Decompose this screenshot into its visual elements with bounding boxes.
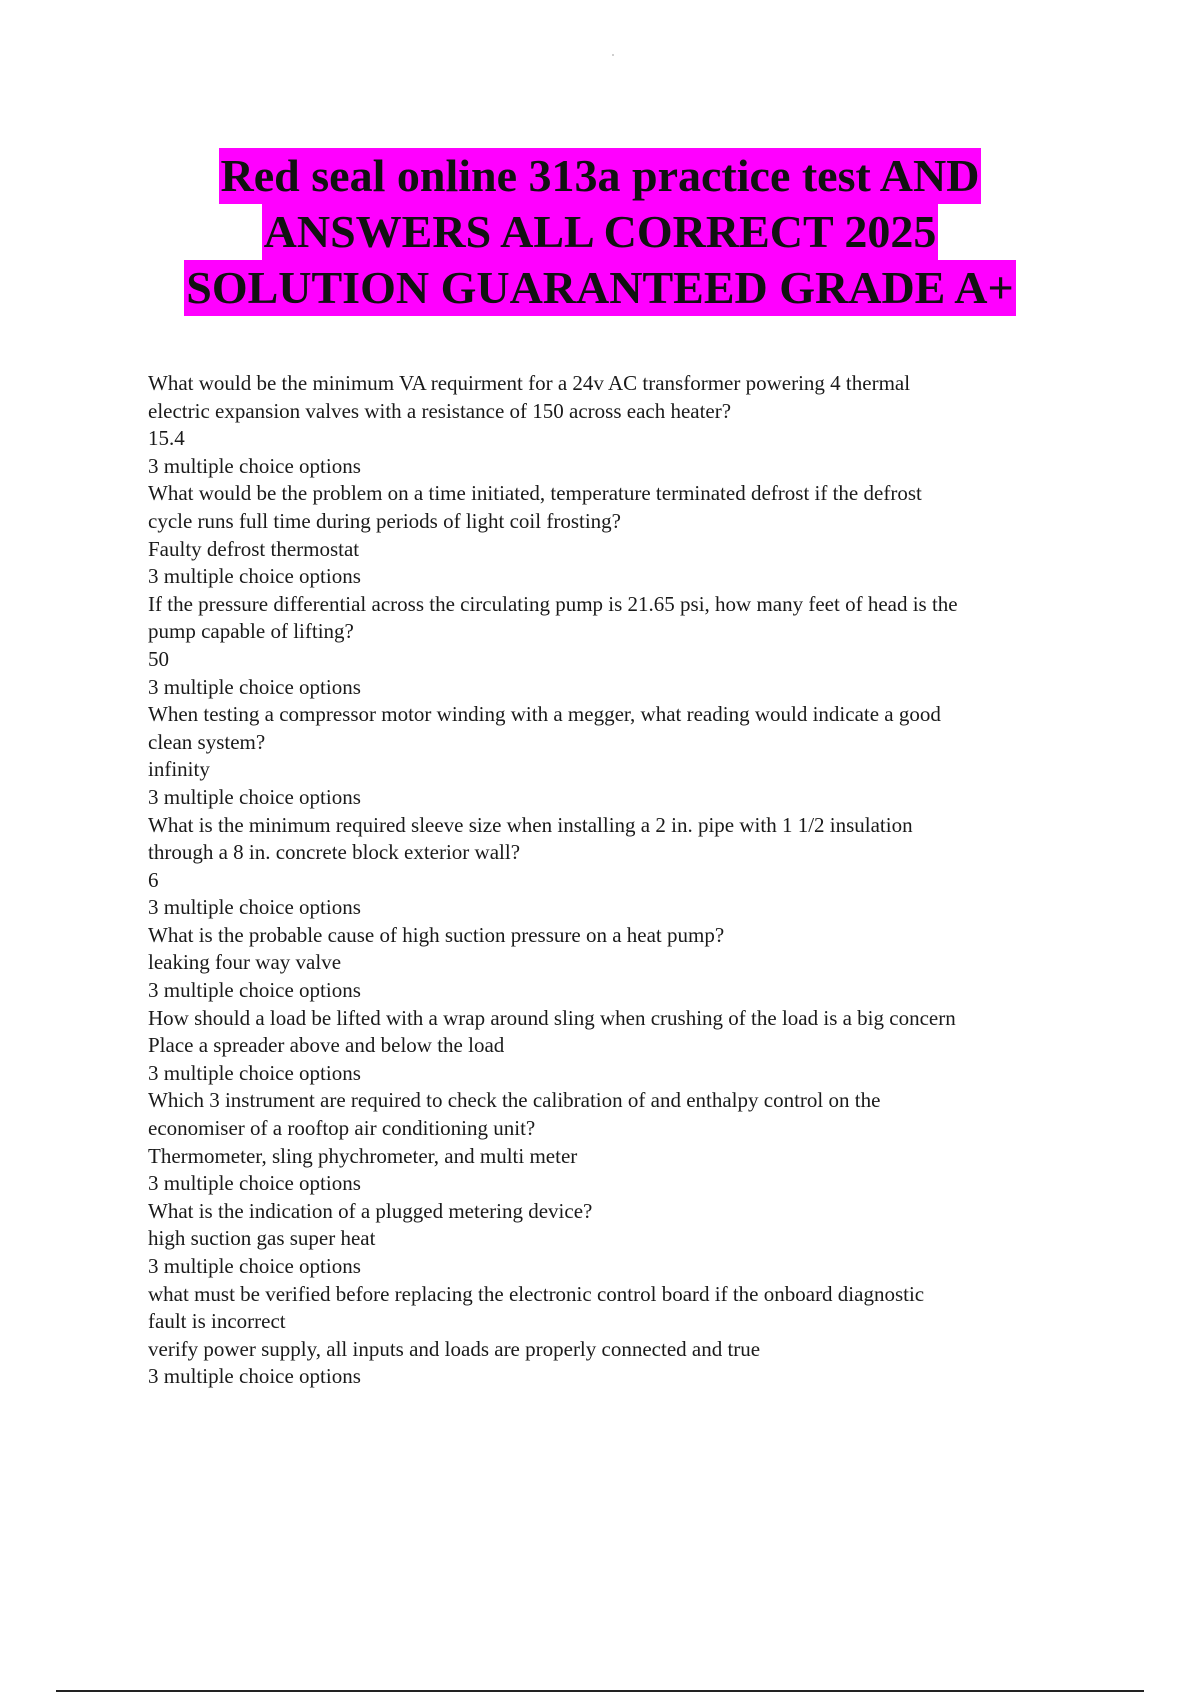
answer-8: Thermometer, sling phychrometer, and multi meter <box>148 1143 578 1168</box>
question-2-line-1: What would be the problem on a time initiated, temperature terminated defrost if the defrost <box>148 481 922 506</box>
options-note-4: 3 multiple choice options <box>148 784 361 809</box>
question-5-line-1: What is the minimum required sleeve size when installing a 2 in. pipe with 1 1/2 insulation <box>148 812 913 837</box>
options-note-7: 3 multiple choice options <box>148 1060 361 1085</box>
options-note-9: 3 multiple choice options <box>148 1254 361 1278</box>
question-1-line-2: electric expansion valves with a resistance of 150 across each heater? <box>148 398 732 423</box>
answer-5: 6 <box>148 867 159 892</box>
footer-divider <box>56 1690 1144 1692</box>
answer-7: Place a spreader above and below the load <box>148 1033 505 1058</box>
question-3-line-1: If the pressure differential across the circulating pump is 21.65 psi, how many feet of head is the <box>148 591 958 616</box>
document-title <box>0 148 1200 316</box>
options-note-3: 3 multiple choice options <box>148 674 361 699</box>
answer-6: leaking four way valve <box>148 950 342 975</box>
options-note-1: 3 multiple choice options <box>148 453 361 478</box>
question-3-line-2: pump capable of lifting? <box>148 619 354 644</box>
answer-4: infinity <box>148 757 210 782</box>
title-line-2: ANSWERS ALL CORRECT 2025 <box>262 204 939 260</box>
answer-9: high suction gas super heat <box>148 1226 376 1251</box>
question-7: How should a load be lifted with a wrap around sling when crushing of the load is a big concern <box>148 1005 956 1030</box>
answer-1: 15.4 <box>148 426 185 451</box>
question-8-line-1: Which 3 instrument are required to check the calibration of and enthalpy control on the <box>148 1088 881 1113</box>
scan-speck <box>612 54 614 56</box>
options-note-6: 3 multiple choice options <box>148 978 361 1003</box>
title-line-3: SOLUTION GUARANTEED GRADE A+ <box>184 260 1016 316</box>
answer-10: verify power supply, all inputs and loads are properly connected and true <box>148 1336 761 1361</box>
question-8-line-2: economiser of a rooftop air conditioning unit? <box>148 1116 536 1141</box>
options-note-10: 3 multiple choice options <box>148 1364 361 1389</box>
options-note-2: 3 multiple choice options <box>148 564 361 589</box>
question-6: What is the probable cause of high suction pressure on a heat pump? <box>148 922 725 947</box>
question-5-line-2: through a 8 in. concrete block exterior wall? <box>148 840 521 865</box>
question-1-line-1: What would be the minimum VA requirment for a 24v AC transformer powering 4 thermal <box>148 371 911 395</box>
answer-2: Faulty defrost thermostat <box>148 536 360 561</box>
question-9: What is the indication of a plugged metering device? <box>148 1198 593 1223</box>
question-2-line-2: cycle runs full time during periods of light coil frosting? <box>148 508 621 533</box>
question-4-line-1: When testing a compressor motor winding with a megger, what reading would indicate a good <box>148 702 941 727</box>
question-10-line-2: fault is incorrect <box>148 1309 286 1334</box>
title-line-1: Red seal online 313a practice test AND <box>219 148 982 204</box>
options-note-8: 3 multiple choice options <box>148 1171 361 1196</box>
question-4-line-2: clean system? <box>148 729 266 754</box>
options-note-5: 3 multiple choice options <box>148 895 361 920</box>
answer-3: 50 <box>148 646 169 671</box>
qa-body <box>148 370 1088 1391</box>
question-10-line-1: what must be verified before replacing the electronic control board if the onboard diagnostic <box>148 1281 925 1306</box>
